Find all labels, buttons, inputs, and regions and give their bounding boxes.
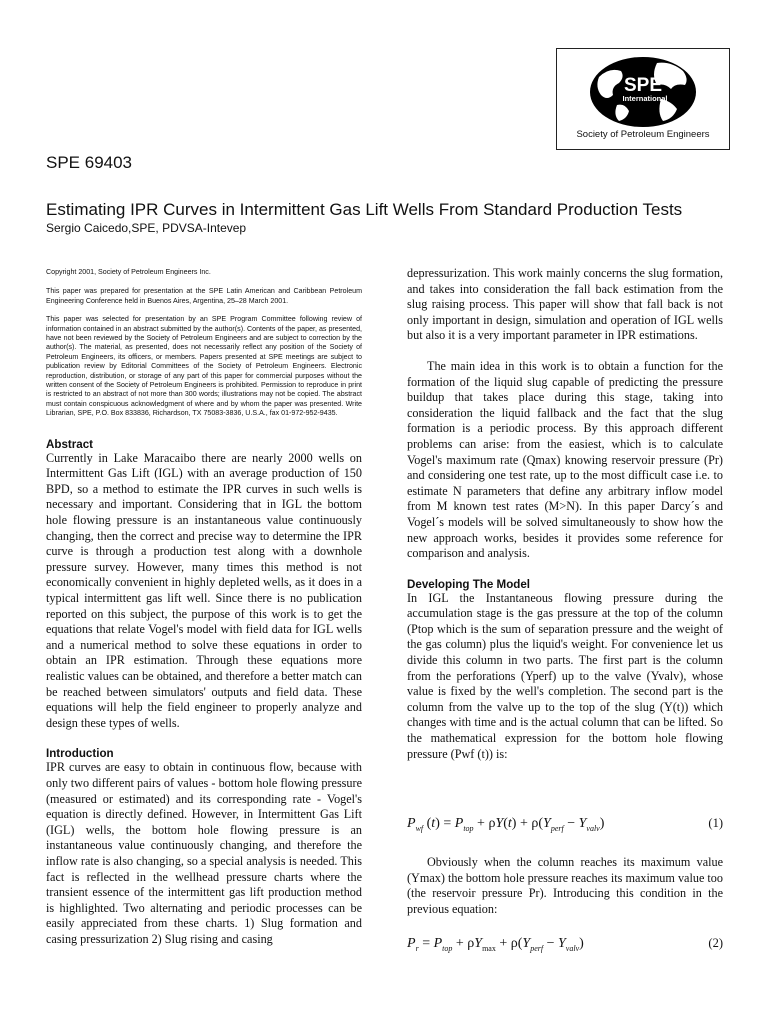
right-paragraph-2: The main idea in this work is to obtain a function for the formation of the liquid slug capable of predicting the pressure buildup that takes place during this stage, taking into consideration the liquid fallback and the fact that the slug formation is a periodic process. By this approach different problems can arise: from the easiest, which is to calculate Vogel's maximum rate (Qmax) knowing reservoir pressure (Pr) and considering one test rate, up to the most difficult case i.e. to estimate N parameters that define any arbitrary inflow model from M known test rates (M>N). In this paper Darcy´s and Vogel´s models will be solved simultaneously to show how the new approach works, besides it provides some reference for comparison and analysis. <box>407 358 723 561</box>
right-paragraph-4: Obviously when the column reaches its maximum value (Ymax) the bottom hole pressure reaches its maximum value too (the reservoir pressure Pr). Introducing this condition in the previous equation: <box>407 855 723 916</box>
equation-1 <box>407 816 723 833</box>
logo-mark: SPE <box>623 75 663 96</box>
spe-logo <box>556 48 730 150</box>
equation-2 <box>407 936 723 953</box>
logo-caption: Society of Petroleum Engineers <box>576 129 710 140</box>
left-column <box>46 268 362 948</box>
equation-2-body: $P_r = P_{top} + \rho Y_{max} + \rho(Y_{perf} - Y_{valv})$ <box>407 936 584 953</box>
right-paragraph-1: depressurization. This work mainly concerns the slug formation, and takes into consideration the fall back estimation from the slug raising process. This paper will show that fall back is not only important in design, simulation and operation of IGL wells but also it is a very important parameter in IPR estimations. <box>407 266 723 343</box>
globe-icon <box>587 55 699 129</box>
paper-number: SPE 69403 <box>46 153 133 172</box>
equation-1-body: $P_{wf}$ $(t) = P_{top} + \rho Y(t) + \rho(Y_{perf} - Y_{valv})$ <box>407 816 605 833</box>
right-lower <box>407 855 723 917</box>
equation-2-number: (2) <box>708 936 723 950</box>
selection-notice: This paper was selected for presentation by an SPE Program Committee following review of information contained in an abstract submitted by the author(s). Contents of the paper, as presented, have not been reviewed by the Society of Petroleum Engineers and are subject to correction by the author(s). The material, as presented, does not necessarily reflect any position of the Society of Petroleum Engineers, its officers, or members. Papers presented at SPE meetings are subject to publication review by Editorial Committees of the Society of Petroleum Engineers. Electronic reproduction, distribution, or storage of any part of this paper for commercial purposes without the written consent of the Society of Petroleum Engineers is prohibited. Permission to reproduce in print is restricted to an abstract of not more than 300 words; illustrations may not be copied. The abstract must contain conspicuous acknowledgment of where and by whom the paper was presented. Write Librarian, SPE, P.O. Box 833836, Richardson, TX 75083-3836, U.S.A., fax 01-972-952-9435. <box>46 315 362 418</box>
conference-note: This paper was prepared for presentation at the SPE Latin American and Caribbean Petroleum Engineering Conference held in Buenos Aires, Argentina, 25–28 March 2001. <box>46 287 362 305</box>
abstract-text: Currently in Lake Maracaibo there are nearly 2000 wells on Intermittent Gas Lift (IGL) with an average production of 150 BPD, so a method to estimate the IPR curves in such wells is necessary and important. Considering that in IGL the bottom hole flowing pressure is an instantaneous value continuously changing, then the correct and precise way to determine the IPR curve is through a production test along with a downhole pressure survey. However, many times this method is not economically convenient in highly depleted wells, as it does in a typical intermittent gas lift well. Since there is no publication reported on this subject, the purpose of this work is to get the equations that relate Vogel's model with field data for IGL wells and a numerical method to solve these equations in order to obtain an IPR estimation. Through these equations more realistic values can be obtained, and therefore a better match can be reached between simulators' outputs and field data. These equations will help the field engineer to properly analyze and design these types of wells. <box>46 450 362 730</box>
equation-1-number: (1) <box>708 816 723 830</box>
abstract-heading: Abstract <box>46 437 94 451</box>
logo-sub: International <box>622 94 668 103</box>
model-heading: Developing The Model <box>407 577 531 591</box>
paper-title: Estimating IPR Curves in Intermittent Gas Lift Wells From Standard Production Tests <box>46 200 683 219</box>
copyright-line: Copyright 2001, Society of Petroleum Engineers Inc. <box>46 268 211 276</box>
model-paragraph: In IGL the Instantaneous flowing pressure during the accumulation stage is the gas pressure at the top of the column (Ptop which is the sum of separation pressure and the weight of the gas column) plus the liquid's weight. For convenience let us divide this column in two parts. The first part is the column from the perforations (Yperf) up to the valve (Yvalv), whose value is fixed by the well's completion. The second part is the column from the valve up to the top of the slug (Y(t)) which changes with time and is the actual column that can be lifted. So the mathematical expression for the bottom hole flowing pressure (Pwf (t)) is: <box>407 590 723 761</box>
introduction-text: IPR curves are easy to obtain in continuous flow, because with only two different pairs of values - bottom hole flowing pressure (measured or estimated) and its corresponding rate - Vogel's equation is directly defined. However, in Intermittent Gas Lift (IGL) wells, the bottom hole flowing pressure is an instantaneous value continuously changing, and therefore the inflow rate is also changing, so a special analysis is needed. This fact is reflected in the wellhead pressure charts where the transient essence of the intermittent gas lift production method is highlighted. Two alternating and periodic processes can be easily appreciated from these charts. 1) Slug formation and casing pressurization 2) Slug rising and casing <box>46 760 362 946</box>
paper-author: Sergio Caicedo,SPE, PDVSA-Intevep <box>46 221 247 235</box>
introduction-heading: Introduction <box>46 747 114 761</box>
right-column <box>407 266 723 762</box>
